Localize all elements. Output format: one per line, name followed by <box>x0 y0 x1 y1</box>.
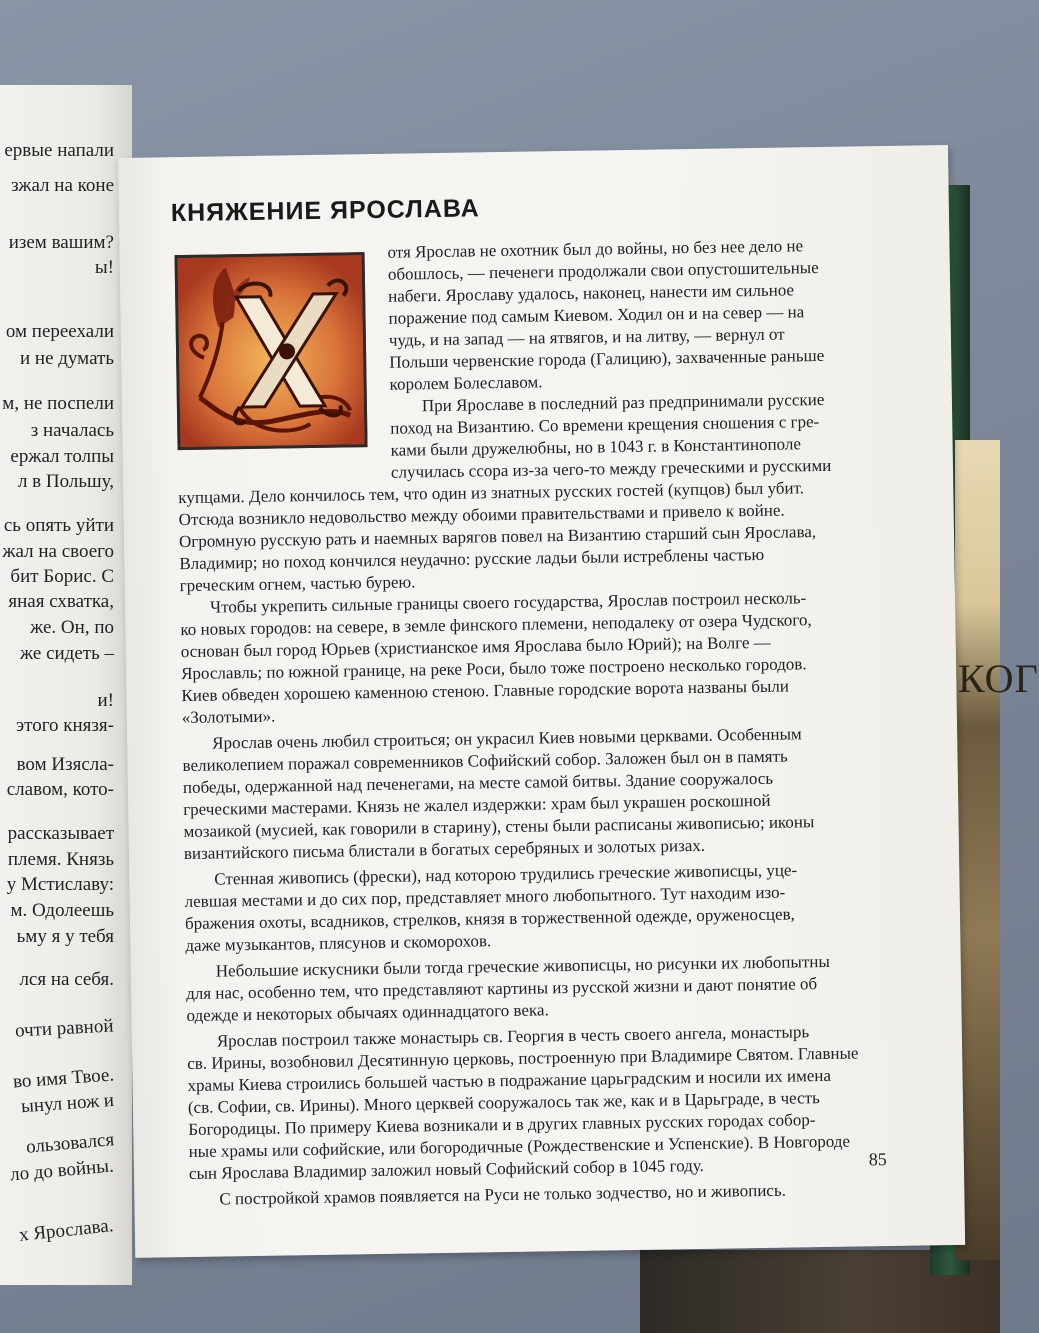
article-line: купцами. Дело кончилось тем, что один из знатных русских гостей (купцов) был убит. <box>178 478 805 508</box>
article-line: даже музыкантов, плясунов и скоморохов. <box>185 931 492 956</box>
article-line: греческими мастерами. Князь не жалел издержки: храм был украшен роскошной <box>183 790 771 820</box>
left-page-line: з началась <box>30 420 114 441</box>
article-line: Ярослав очень любил строиться; он украсил Киев новыми церквами. Особенным <box>212 724 802 753</box>
left-page-line: племя. Князь <box>7 849 114 870</box>
left-page-line: же сидеть – <box>20 643 114 664</box>
left-page-line: жал на своего <box>2 541 114 562</box>
left-page-line: яная схватка, <box>8 591 114 612</box>
left-page-line: л в Польшу, <box>17 471 114 492</box>
left-page-line: ервые напали <box>4 140 114 161</box>
left-page-line: м. Одолеешь <box>10 900 114 921</box>
left-page-line: во имя Твое. <box>12 1064 115 1093</box>
article-line: Отсюда возникло недовольство между обоими правительствами и привело к войне. <box>178 500 785 530</box>
chapter-title: КНЯЖЕНИЕ ЯРОСЛАВА <box>170 194 480 228</box>
article-line: Небольшие искусники были тогда греческие живописцы, но рисунки их любопытны <box>215 951 830 981</box>
left-page-line: ом переехали <box>5 321 114 342</box>
article-line: Огромную русскую рать и наемных варягов повел на Византию старший сын Ярослава, <box>178 522 817 552</box>
article-line: храмы Киева строились большей частью в подражание царьградским и носили их имена <box>187 1065 832 1096</box>
left-page-line: ержал толпы <box>10 446 114 467</box>
article-line: королем Болеславом. <box>389 372 543 394</box>
article-line: великолепием поражал современников Софийский собор. Заложен был он в память <box>182 746 788 776</box>
article-line: Польши червенские города (Галицию), захваченные раньше <box>389 345 825 372</box>
article-line: основан был город Юрьев (христианское имя Ярослава было Юрий); на Волге — <box>180 632 771 662</box>
left-page-line: рассказывает <box>7 823 114 844</box>
article-line: ками были дружелюбны, но в 1043 г. в Константинополе <box>390 434 802 460</box>
left-page-line: славом, кото- <box>6 779 114 800</box>
article-line: сын Ярослава Владимир заложил новый Софийский собор в 1045 году. <box>188 1155 704 1184</box>
left-page <box>0 85 132 1285</box>
left-page-line: ьму я у тебя <box>16 926 114 947</box>
left-page-line: изем вашим? <box>8 232 114 253</box>
article-line: победы, одержанной над печенегами, на месте самой битвы. Здание сооружалось <box>182 768 774 798</box>
article-line: Ярославль; по южной границе, на реке Роси, было тоже построено несколько городов. <box>180 654 807 684</box>
left-page-text <box>0 85 132 1285</box>
left-page-line: х Ярослава. <box>18 1215 115 1246</box>
article-line: левшая местами и до сих пор, представляет много любопытного. Тут находим изо- <box>184 882 786 912</box>
article-line: для нас, особенно тем, что представляют картины из русской жизни и дают понятие об <box>185 974 818 1004</box>
article-line: При Ярославе в последний раз предпринимали русские <box>421 389 825 416</box>
article-line: случилась ссора из-за чего-то между греческими и русскими <box>390 455 832 482</box>
side-book-title: КОГ <box>958 656 1039 701</box>
article-line: чудь, и на запад — на ятвягов, и на литву, — вернул от <box>388 324 785 350</box>
left-page-line: же. Он, по <box>30 617 114 638</box>
article-line: Ярослав построил также монастырь св. Георгия в честь своего ангела, монастырь <box>216 1022 810 1051</box>
left-page-line: вом Изясла- <box>16 754 114 775</box>
left-page-line: м, не поспели <box>2 393 114 414</box>
article-body <box>174 233 949 1211</box>
article-line: византийского письма блистали в богатых серебряных и золотых ризах. <box>183 835 706 864</box>
right-page <box>118 145 965 1258</box>
article-line: Стенная живопись (фрески), над которою трудились греческие живописцы, уце- <box>214 860 798 889</box>
left-page-line: у Мстиславу: <box>6 874 114 895</box>
left-page-line: бит Борис. С <box>10 566 114 587</box>
article-line: Владимир; но поход кончился неудачно: русские ладьи были истреблены частью <box>179 544 765 574</box>
article-line: «Золотыми». <box>181 706 276 728</box>
article-line: ко новых городов: на севере, в земле финского племени, неподалеку от озера Чудского, <box>180 610 812 640</box>
left-page-line: ло до войны. <box>9 1155 115 1186</box>
article-line: набеги. Ярославу удалось, наконец, нанести им сильное <box>388 280 795 306</box>
left-page-line: этого князя- <box>16 715 114 736</box>
article-line: отя Ярослав не охотник был до войны, но без нее дело не <box>387 236 804 262</box>
left-page-line: лся на себя. <box>19 969 114 990</box>
left-page-line: зжал на коне <box>11 175 114 196</box>
article-line: греческим огнем, частью бурею. <box>179 572 416 596</box>
left-page-line: и не думать <box>20 348 114 369</box>
article-line: обошлось, — печенеги продолжали свои опустошительные <box>387 258 819 284</box>
left-page-line: и! <box>97 690 114 711</box>
left-page-line: ынул нож и <box>20 1089 115 1118</box>
page-number: 85 <box>868 1149 887 1170</box>
article-line: мозаикой (мусией, как говорили в старину), стены были расписаны живописью; иконы <box>183 812 815 842</box>
article-line: С постройкой храмов появляется на Руси не только зодчество, но и живопись. <box>219 1180 787 1209</box>
article-line: ные храмы или софийские, или богородичные (Рождественские и Успенские). В Новгороде <box>188 1131 851 1162</box>
left-page-line: ользовался <box>24 1129 115 1158</box>
article-line: Богородицы. По примеру Киева возникали и в других главных русских городах собор- <box>188 1110 816 1140</box>
left-page-line: сь опять уйти <box>3 515 114 536</box>
article-line: (св. Софии, св. Ирины). Много церквей сооружалось так же, как и в Царьграде, в честь <box>187 1088 820 1118</box>
article-line: поход на Византию. Со времени крещения сношения с гре- <box>390 412 820 438</box>
left-page-line: ы! <box>94 257 114 278</box>
left-page-line: очти равной <box>14 1015 115 1042</box>
article-line: бражения охоты, всадников, стрелков, князя в торжественной одежде, оруженосцев, <box>184 904 795 934</box>
article-line: одежде и некоторых обычаях одиннадцатого века. <box>186 1000 549 1026</box>
article-line: св. Ирины, возобновил Десятинную церковь, построенную при Владимире Святом. Главные <box>187 1043 859 1074</box>
article-line: Киев обведен хорошею каменною стеною. Главные городские ворота названы были <box>181 676 790 706</box>
article-line: поражение под самым Киевом. Ходил он и на север — на <box>388 302 805 328</box>
article-line: Чтобы укрепить сильные границы своего государства, Ярослав построил несколь- <box>209 588 807 617</box>
